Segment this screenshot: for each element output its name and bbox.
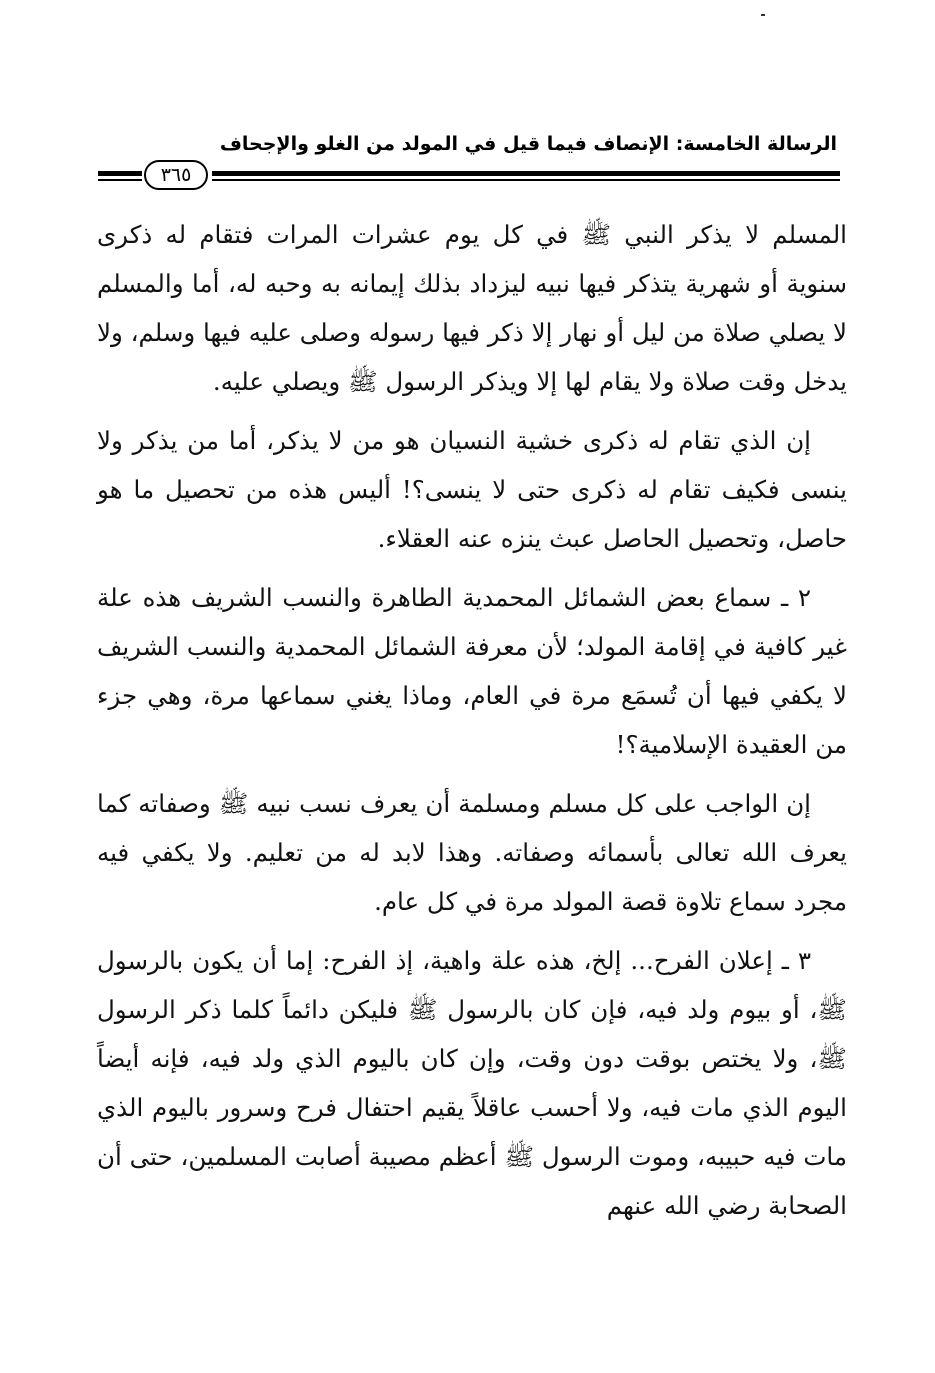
page-number-badge: ٣٦٥ — [144, 160, 208, 190]
header-rule-left — [98, 171, 142, 181]
body-text — [97, 210, 847, 1240]
header-rule-right — [212, 171, 840, 181]
header-rule — [98, 160, 840, 196]
paragraph-2: إن الذي تقام له ذكرى خشية النسيان هو من لا يذكر، أما من يذكر ولا ينسى فكيف تقام له ذكرى حتى لا ينسى؟! أليس هذه من تحصيل ما هو حاصل، وتحصيل الحاصل عبث ينزه عنه العقلاء. — [97, 426, 847, 553]
paragraph-1: المسلم لا يذكر النبي ﷺ في كل يوم عشرات المرات فتقام له ذكرى سنوية أو شهرية يتذكر فيها نبيه ليزداد بذلك إيمانه به وحبه له، أما والمسلم لا يصلي صلاة من ليل أو نهار إلا ذكر فيها رسوله وصلى عليه فيها وسلم، ولا يدخل وقت صلاة ولا يقام لها إلا ويذكر الرسول ﷺ ويصلي عليه. — [96, 220, 847, 396]
paragraph-5: ٣ ـ إعلان الفرح... إلخ، هذه علة واهية، إذ الفرح: إما أن يكون بالرسول ﷺ، أو بيوم ولد فيه، فإن كان بالرسول ﷺ فليكن دائماً كلما ذكر الرسول ﷺ، ولا يختص بوقت دون وقت، وإن كان باليوم الذي ولد فيه، فإنه أيضاً اليوم الذي مات فيه، ولا أحسب عاقلاً يقيم احتفال فرح وسرور باليوم الذي مات فيه حبيبه، وموت الرسول ﷺ أعظم مصيبة أصابت المسلمين، حتى أن الصحابة رضي الله عنهم — [97, 946, 847, 1220]
running-header-title: الرسالة الخامسة: الإنصاف فيما قيل في المولد من الغلو والإجحاف — [219, 133, 837, 155]
scan-mark — [761, 14, 765, 16]
paragraph-3: ٢ ـ سماع بعض الشمائل المحمدية الطاهرة والنسب الشريف هذه علة غير كافية في إقامة المولد؛ لأن معرفة الشمائل المحمدية والنسب الشريف لا يكفي فيها أن تُسمَع مرة في العام، وماذا يغني سماعها مرة، وهي جزء من العقيدة الإسلامية؟! — [97, 583, 847, 759]
paragraph-4: إن الواجب على كل مسلم ومسلمة أن يعرف نسب نبيه ﷺ وصفاته كما يعرف الله تعالى بأسمائه وصفاته. وهذا لابد له من تعليم. ولا يكفي فيه مجرد سماع تلاوة قصة المولد مرة في كل عام. — [97, 789, 847, 916]
